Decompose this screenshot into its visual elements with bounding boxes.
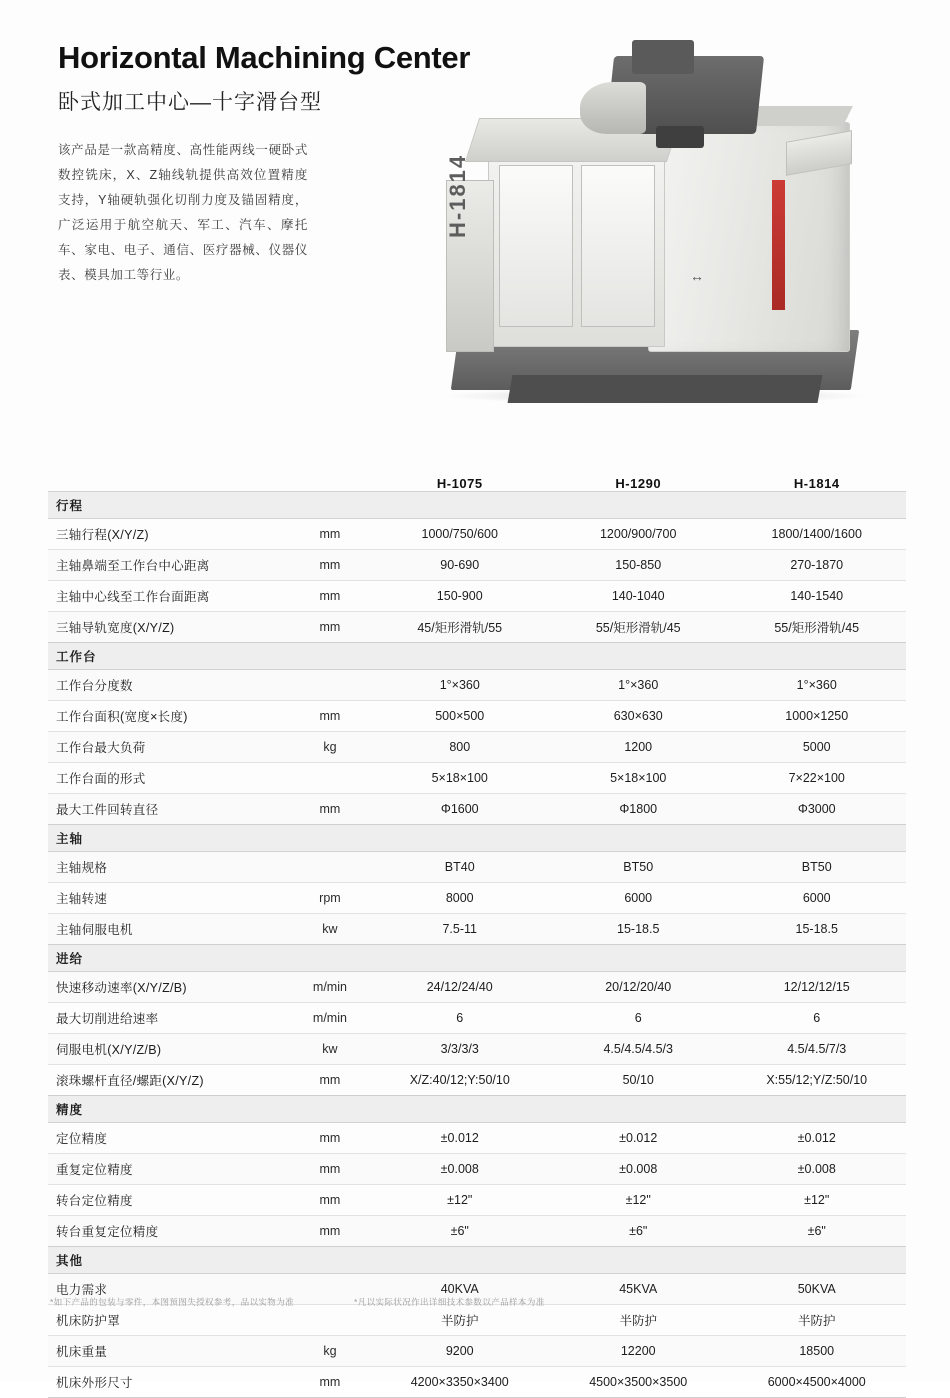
row-value-1: 7.5-11 (371, 914, 549, 945)
table-row (48, 794, 906, 825)
row-value-2: 1200 (549, 732, 727, 763)
row-value-1: 500×500 (371, 701, 549, 732)
machine-spindle (656, 126, 704, 148)
row-value-3: ±0.008 (727, 1154, 906, 1185)
row-item: 主轴转速 (48, 883, 289, 914)
row-value-1: Φ1600 (371, 794, 549, 825)
row-value-2: 6 (549, 1003, 727, 1034)
row-value-1: 150-900 (371, 581, 549, 612)
row-value-1: X/Z:40/12;Y:50/10 (371, 1065, 549, 1096)
product-description: 该产品是一款高精度、高性能两线一硬卧式数控铣床，X、Z轴线轨提供高效位置精度支持，Y轴硬轨强化切削力度及锚固精度，广泛运用于航空航天、军工、汽车、摩托车、家电、电子、通信、医疗器械、仪器仪表、模具加工等行业。 (58, 143, 308, 282)
row-value-3: 7×22×100 (727, 763, 906, 794)
row-item: 三轴行程(X/Y/Z) (48, 519, 289, 550)
row-value-1: 45/矩形滑轨/55 (371, 612, 549, 643)
row-value-2: 15-18.5 (549, 914, 727, 945)
row-value-1: 1°×360 (371, 670, 549, 701)
table-row (48, 732, 906, 763)
row-value-3: 4.5/4.5/7/3 (727, 1034, 906, 1065)
row-value-2: 5×18×100 (549, 763, 727, 794)
column-header-model-1: H-1075 (436, 476, 483, 491)
row-value-2: 4.5/4.5/4.5/3 (549, 1034, 727, 1065)
row-value-3: 6000×4500×4000 (727, 1367, 906, 1398)
row-unit: mm (289, 1367, 370, 1398)
row-unit: mm (289, 550, 370, 581)
row-value-2: 630×630 (549, 701, 727, 732)
machine-accent-stripe (772, 180, 785, 310)
table-row (48, 581, 906, 612)
table-row (48, 1003, 906, 1034)
row-unit: m/min (289, 972, 370, 1003)
row-unit (289, 670, 370, 701)
row-unit: mm (289, 612, 370, 643)
row-value-3: ±12" (727, 1185, 906, 1216)
table-header-row (48, 476, 906, 492)
row-value-1: ±0.008 (371, 1154, 549, 1185)
row-value-2: 50/10 (549, 1065, 727, 1096)
row-unit: mm (289, 794, 370, 825)
table-row (48, 1065, 906, 1096)
arrow-icon: ↔ (690, 268, 704, 284)
section-title: 其他 (48, 1247, 906, 1274)
row-unit: kw (289, 1034, 370, 1065)
row-value-2: 150-850 (549, 550, 727, 581)
row-value-3: 18500 (727, 1336, 906, 1367)
row-value-2: 半防护 (549, 1305, 727, 1336)
table-row (48, 1154, 906, 1185)
page-title: Horizontal Machining Center (58, 40, 471, 75)
section-header (48, 1247, 906, 1274)
row-value-3: ±6" (727, 1216, 906, 1247)
row-value-1: 3/3/3/3 (371, 1034, 549, 1065)
row-value-2: 45KVA (549, 1274, 727, 1305)
row-value-3: 1800/1400/1600 (727, 519, 906, 550)
row-unit (289, 763, 370, 794)
row-value-2: ±12" (549, 1185, 727, 1216)
row-value-1: 8000 (371, 883, 549, 914)
column-header-item (48, 476, 289, 492)
section-header (48, 945, 906, 972)
row-item: 三轴导轨宽度(X/Y/Z) (48, 612, 289, 643)
row-item: 主轴伺服电机 (48, 914, 289, 945)
row-unit: mm (289, 519, 370, 550)
column-header-unit (289, 476, 370, 492)
section-header (48, 1096, 906, 1123)
section-header (48, 643, 906, 670)
row-value-2: Φ1800 (549, 794, 727, 825)
row-value-2: 6000 (549, 883, 727, 914)
footnote-left: *如下产品的包装与零件，本图预图失授权参考，品以实物为准 (50, 1297, 295, 1307)
row-value-2: ±6" (549, 1216, 727, 1247)
row-item: 机床外形尺寸 (48, 1367, 289, 1398)
row-item: 工作台分度数 (48, 670, 289, 701)
row-value-3: 50KVA (727, 1274, 906, 1305)
column-header-model-3: H-1814 (793, 476, 840, 491)
table-row (48, 550, 906, 581)
row-value-2: BT50 (549, 852, 727, 883)
section-header (48, 492, 906, 519)
row-value-3: 12/12/12/15 (727, 972, 906, 1003)
row-unit: m/min (289, 1003, 370, 1034)
row-value-2: 140-1040 (549, 581, 727, 612)
row-value-2: ±0.008 (549, 1154, 727, 1185)
row-value-2: 1200/900/700 (549, 519, 727, 550)
row-item: 转台定位精度 (48, 1185, 289, 1216)
row-value-1: 800 (371, 732, 549, 763)
row-value-3: Φ3000 (727, 794, 906, 825)
row-item: 重复定位精度 (48, 1154, 289, 1185)
row-item: 机床重量 (48, 1336, 289, 1367)
row-unit: mm (289, 1154, 370, 1185)
row-value-1: ±0.012 (371, 1123, 549, 1154)
machine-spindle-housing (580, 82, 646, 134)
table-body (48, 476, 906, 1398)
row-unit: mm (289, 1065, 370, 1096)
row-unit: mm (289, 581, 370, 612)
row-item: 主轴规格 (48, 852, 289, 883)
row-value-1: ±6" (371, 1216, 549, 1247)
header (58, 40, 471, 288)
row-value-2: 55/矩形滑轨/45 (549, 612, 727, 643)
row-item: 最大工件回转直径 (48, 794, 289, 825)
row-value-3: 140-1540 (727, 581, 906, 612)
row-unit: mm (289, 1123, 370, 1154)
table-row (48, 914, 906, 945)
row-value-3: 半防护 (727, 1305, 906, 1336)
row-value-1: ±12" (371, 1185, 549, 1216)
row-value-1: 1000/750/600 (371, 519, 549, 550)
section-title: 精度 (48, 1096, 906, 1123)
machine-door-panel (488, 150, 665, 347)
row-item: 转台重复定位精度 (48, 1216, 289, 1247)
row-unit: kg (289, 732, 370, 763)
machine-door-left (499, 165, 573, 327)
row-value-1: BT40 (371, 852, 549, 883)
footnotes (50, 1296, 910, 1308)
row-item: 主轴鼻端至工作台中心距离 (48, 550, 289, 581)
table-row (48, 1367, 906, 1398)
table-row (48, 883, 906, 914)
table-row (48, 1305, 906, 1336)
table-row (48, 852, 906, 883)
row-value-1: 40KVA (371, 1274, 549, 1305)
row-value-1: 90-690 (371, 550, 549, 581)
row-value-3: BT50 (727, 852, 906, 883)
section-title: 行程 (48, 492, 906, 519)
section-title: 主轴 (48, 825, 906, 852)
row-value-3: X:55/12;Y/Z:50/10 (727, 1065, 906, 1096)
row-unit: mm (289, 1216, 370, 1247)
row-item: 工作台面的形式 (48, 763, 289, 794)
column-header-model-2: H-1290 (615, 476, 662, 491)
row-item: 快速移动速率(X/Y/Z/B) (48, 972, 289, 1003)
row-value-1: 6 (371, 1003, 549, 1034)
row-item: 工作台最大负荷 (48, 732, 289, 763)
row-item: 工作台面积(宽度×长度) (48, 701, 289, 732)
table-row (48, 519, 906, 550)
table-row (48, 1123, 906, 1154)
table-row (48, 763, 906, 794)
row-value-1: 半防护 (371, 1305, 549, 1336)
row-value-2: 20/12/20/40 (549, 972, 727, 1003)
row-unit (289, 1305, 370, 1336)
machine-base-lower (508, 375, 823, 403)
row-value-3: 6 (727, 1003, 906, 1034)
row-value-3: 1°×360 (727, 670, 906, 701)
row-unit: mm (289, 701, 370, 732)
section-header (48, 825, 906, 852)
row-unit: mm (289, 1185, 370, 1216)
row-item: 电力需求 (48, 1274, 289, 1305)
row-unit (289, 852, 370, 883)
footnote-right: *凡以实际状况作出详细技术参数以产品样本为准 (354, 1297, 545, 1307)
specification-table (48, 476, 906, 1398)
row-value-3: 5000 (727, 732, 906, 763)
row-value-2: ±0.012 (549, 1123, 727, 1154)
row-value-3: ±0.012 (727, 1123, 906, 1154)
table-row (48, 670, 906, 701)
row-value-3: 6000 (727, 883, 906, 914)
row-item: 机床防护罩 (48, 1305, 289, 1336)
row-value-1: 5×18×100 (371, 763, 549, 794)
row-item: 伺服电机(X/Y/Z/B) (48, 1034, 289, 1065)
table-row (48, 1216, 906, 1247)
table-row (48, 1034, 906, 1065)
row-value-1: 9200 (371, 1336, 549, 1367)
machine-door-right (581, 165, 655, 327)
row-value-2: 1°×360 (549, 670, 727, 701)
row-unit: kg (289, 1336, 370, 1367)
row-value-2: 4500×3500×3500 (549, 1367, 727, 1398)
table-row (48, 701, 906, 732)
machine-illustration (400, 30, 920, 450)
table-row (48, 1185, 906, 1216)
machine-tool-magazine (632, 40, 694, 74)
row-value-1: 4200×3350×3400 (371, 1367, 549, 1398)
section-title: 工作台 (48, 643, 906, 670)
row-value-3: 270-1870 (727, 550, 906, 581)
table-row (48, 1336, 906, 1367)
row-item: 定位精度 (48, 1123, 289, 1154)
row-value-1: 24/12/24/40 (371, 972, 549, 1003)
row-value-3: 55/矩形滑轨/45 (727, 612, 906, 643)
row-item: 最大切削进给速率 (48, 1003, 289, 1034)
section-title: 进给 (48, 945, 906, 972)
table-row (48, 972, 906, 1003)
row-item: 滚珠螺杆直径/螺距(X/Y/Z) (48, 1065, 289, 1096)
row-value-2: 12200 (549, 1336, 727, 1367)
row-unit: rpm (289, 883, 370, 914)
row-unit: kw (289, 914, 370, 945)
row-value-3: 1000×1250 (727, 701, 906, 732)
row-value-3: 15-18.5 (727, 914, 906, 945)
page-subtitle: 卧式加工中心—十字滑台型 (58, 91, 322, 114)
table-row (48, 612, 906, 643)
row-item: 主轴中心线至工作台面距离 (48, 581, 289, 612)
machine-model-label (445, 198, 471, 238)
